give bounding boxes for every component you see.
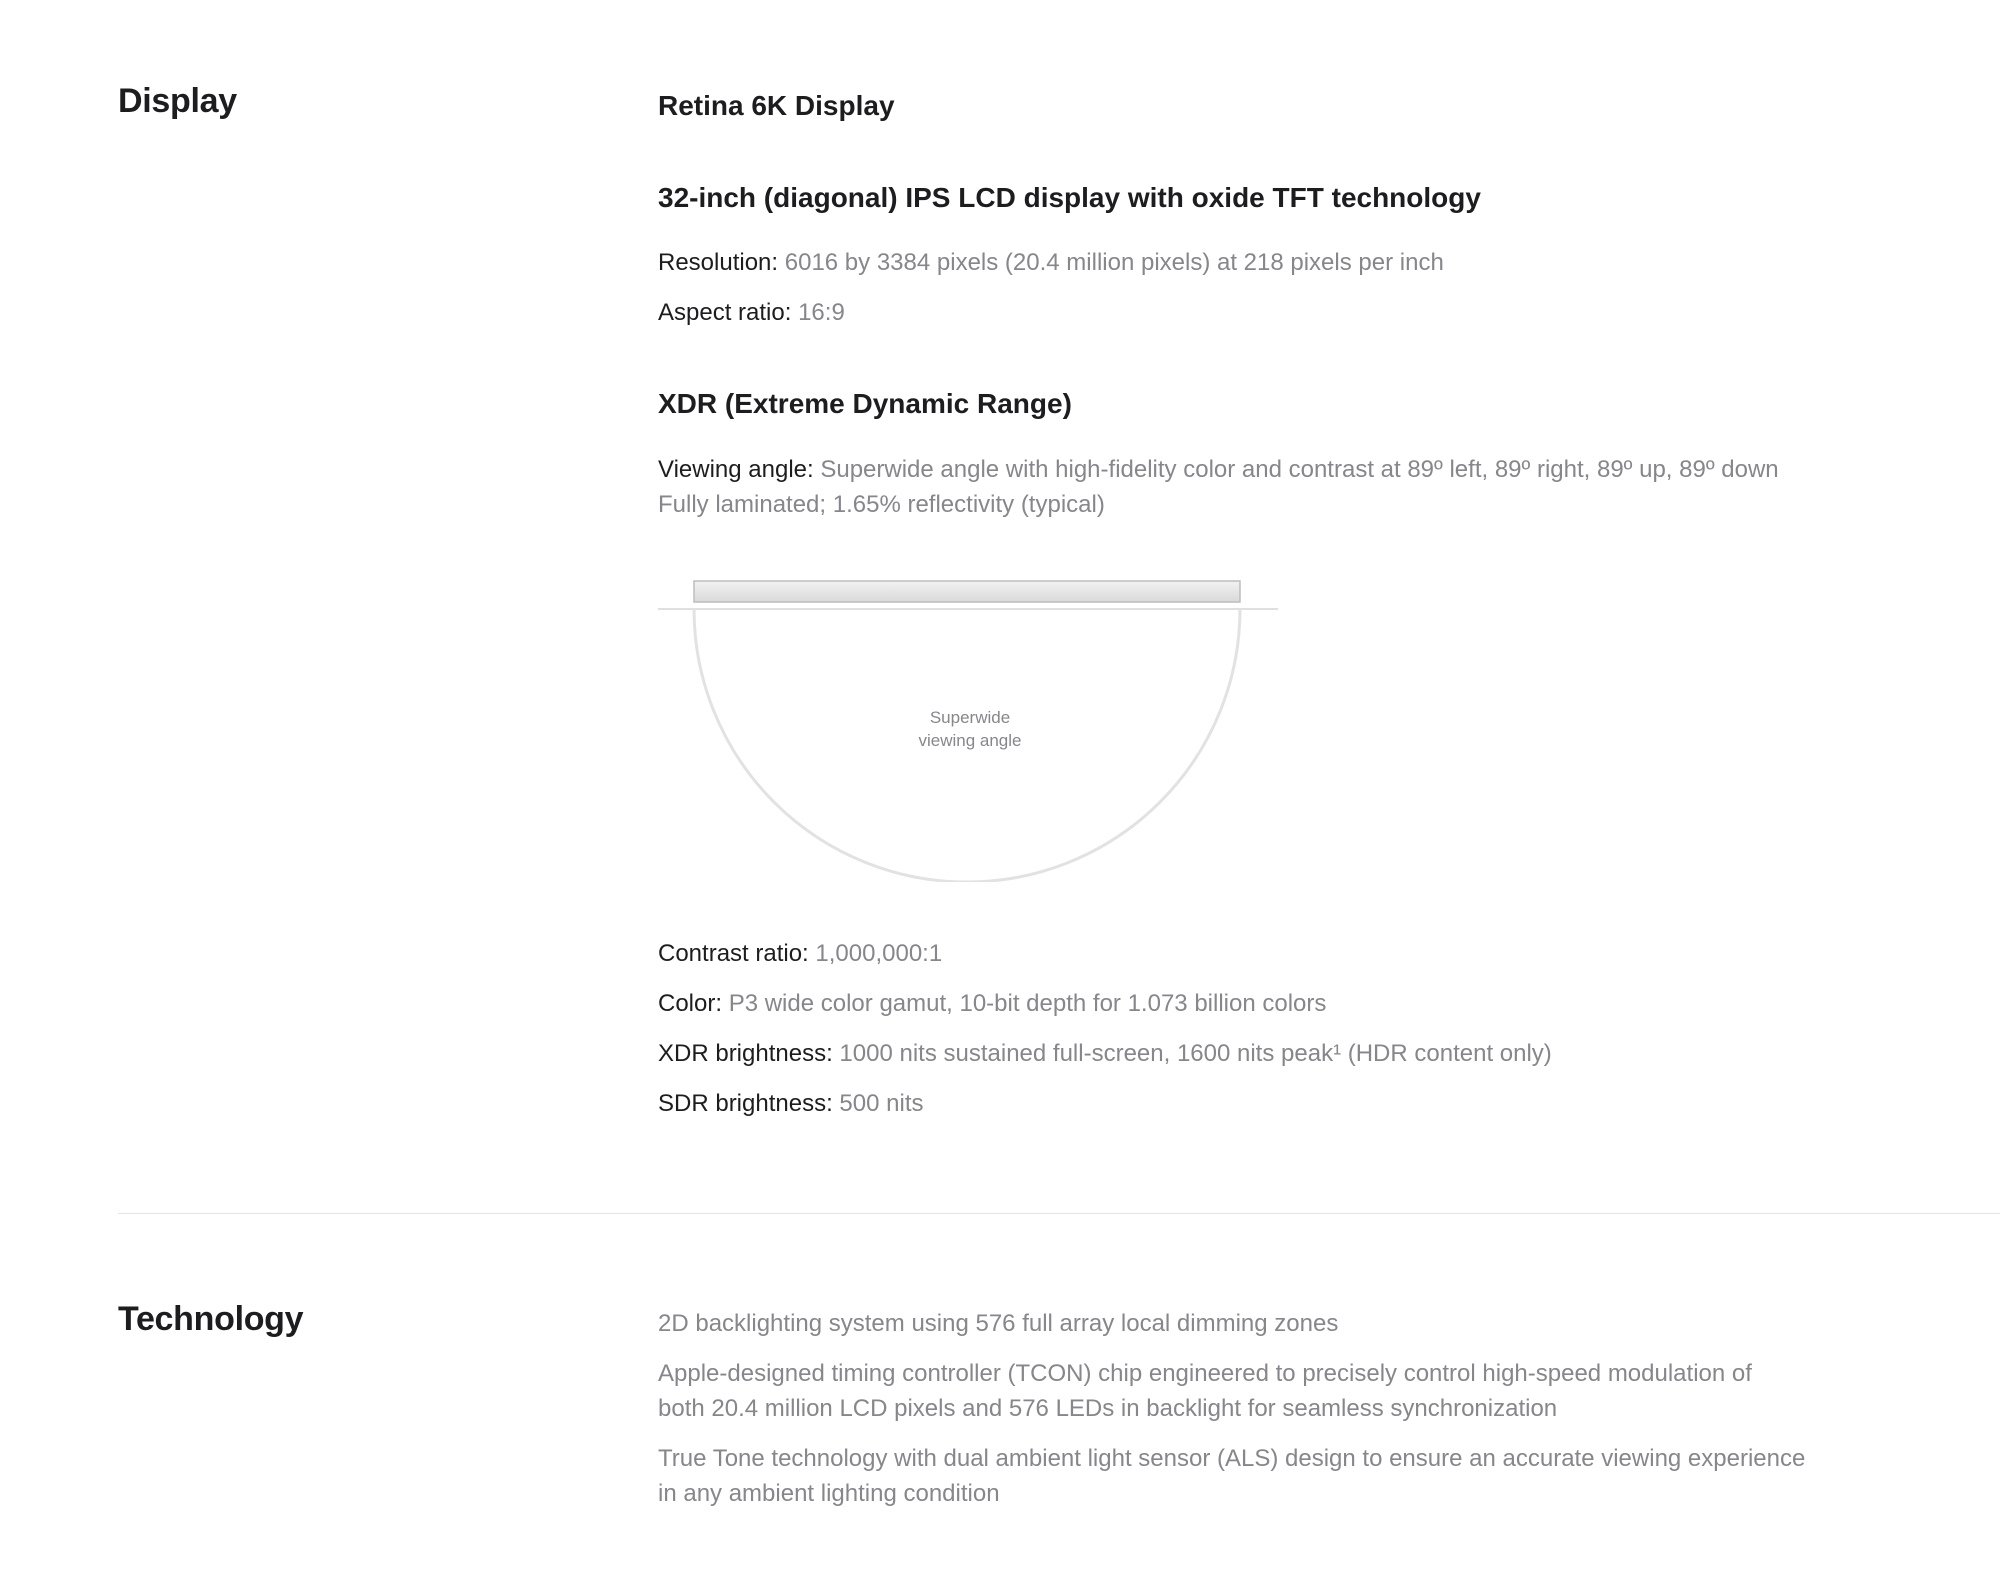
color-spec [658,986,1326,1021]
technology-item-3-line-2: in any ambient lighting condition [658,1480,1000,1507]
caption-line-2: viewing angle [918,731,1022,750]
resolution-spec [658,245,1444,280]
aspect-ratio-value: 16:9 [798,299,845,326]
technology-item-2-line-1: Apple-designed timing controller (TCON) chip engineered to precisely control high-speed modulation of [658,1360,1752,1387]
color-label: Color: [658,990,723,1017]
viewing-angle-spec [658,452,1779,487]
viewing-angle-value: Superwide angle with high-fidelity color and contrast at 89º left, 89º right, 89º up, 89º down [820,456,1779,483]
viewing-angle-label: Viewing angle: [658,456,814,483]
contrast-ratio-spec [658,936,942,971]
resolution-label: Resolution: [658,249,779,276]
technology-item-3-line-1: True Tone technology with dual ambient light sensor (ALS) design to ensure an accurate viewing experience [658,1445,1806,1472]
technology-item-2-line-2: both 20.4 million LCD pixels and 576 LEDs in backlight for seamless synchronization [658,1395,1558,1422]
laminated-spec: Fully laminated; 1.65% reflectivity (typical) [658,491,1105,518]
model-title: Retina 6K Display [658,90,895,121]
display-section-title: Display [118,82,237,120]
color-value: P3 wide color gamut, 10-bit depth for 1.073 billion colors [728,990,1327,1017]
aspect-ratio-label: Aspect ratio: [658,299,792,326]
resolution-value: 6016 by 3384 pixels (20.4 million pixels) at 218 pixels per inch [784,249,1444,276]
sdr-brightness-label: SDR brightness: [658,1090,833,1117]
technology-item-2 [658,1356,1752,1426]
technology-item-3 [658,1441,1805,1511]
caption-line-1: Superwide [929,708,1011,727]
section-divider [118,1213,2000,1214]
panel-title: 32-inch (diagonal) IPS LCD display with oxide TFT technology [658,182,1481,213]
viewing-angle-diagram [658,576,1282,882]
xdr-title: XDR (Extreme Dynamic Range) [658,388,1072,419]
aspect-ratio-spec [658,295,845,330]
xdr-brightness-label: XDR brightness: [658,1040,833,1067]
viewing-angle-caption [850,706,1090,752]
contrast-ratio-value: 1,000,000:1 [815,940,943,967]
technology-item-1-line-1: 2D backlighting system using 576 full array local dimming zones [658,1310,1339,1337]
technology-section-title: Technology [118,1300,304,1338]
sdr-brightness-value: 500 nits [839,1090,924,1117]
contrast-ratio-label: Contrast ratio: [658,940,809,967]
xdr-brightness-spec [658,1036,1552,1071]
technology-item-1 [658,1306,1338,1341]
xdr-brightness-value: 1000 nits sustained full-screen, 1600 nits peak¹ (HDR content only) [839,1040,1552,1067]
display-panel-shape [694,581,1240,602]
sdr-brightness-spec [658,1086,923,1121]
